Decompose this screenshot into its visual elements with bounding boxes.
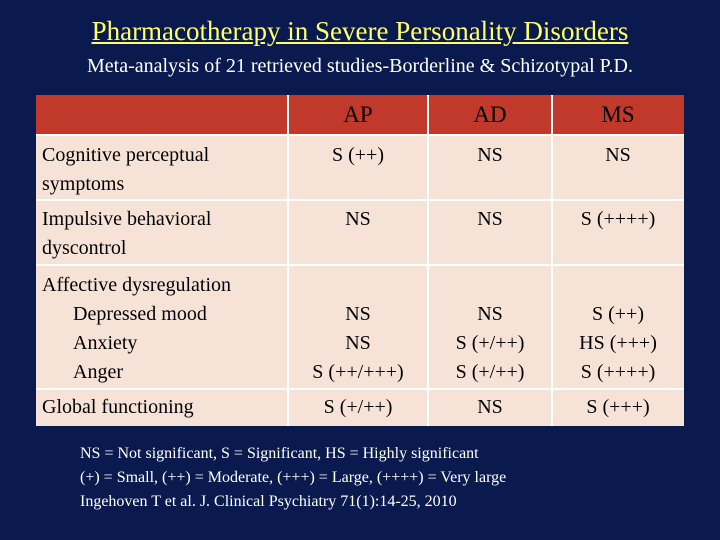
footnotes: [80, 442, 506, 514]
slide-subtitle: Meta-analysis of 21 retrieved studies-Borderline & Schizotypal P.D.: [87, 55, 633, 77]
slide-title: Pharmacotherapy in Severe Personality Disorders: [91, 16, 629, 46]
row-label-depressed-mood: Depressed mood: [73, 303, 207, 325]
cell-anxiety-ms: HS (+++): [579, 332, 657, 354]
row-label-cognitive-line1: Cognitive perceptual: [42, 144, 210, 166]
row-divider: [36, 199, 684, 201]
cell-impulsive-ms: S (++++): [580, 208, 656, 230]
results-table: [36, 95, 684, 426]
row-label-anger: Anger: [73, 361, 123, 383]
cell-anger-ad: S (+/++): [455, 361, 525, 383]
footnote-significance-legend: NS = Not significant, S = Significant, HS = Highly significant: [80, 445, 479, 462]
cell-anxiety-ap: NS: [345, 332, 371, 354]
row-divider: [36, 134, 684, 136]
cell-global-ms: S (+++): [586, 396, 650, 418]
cell-depressed-ap: NS: [345, 303, 371, 325]
cell-impulsive-ad: NS: [477, 208, 503, 230]
footnote-effect-size-legend: (+) = Small, (++) = Moderate, (+++) = Large, (++++) = Very large: [80, 469, 507, 486]
cell-anger-ap: S (++/+++): [312, 361, 404, 383]
cell-cognitive-ms: NS: [605, 144, 631, 166]
footnote-citation: Ingehoven T et al. J. Clinical Psychiatry 71(1):14-25, 2010: [80, 493, 457, 510]
column-header-ap: AP: [343, 102, 373, 127]
row-label-impulsive-line1: Impulsive behavioral: [42, 208, 212, 230]
column-header-ms: MS: [601, 102, 635, 127]
cell-cognitive-ap: S (++): [331, 144, 384, 166]
row-label-global-functioning: Global functioning: [42, 396, 194, 418]
cell-depressed-ad: NS: [477, 303, 503, 325]
column-header-ad: AD: [473, 102, 507, 127]
row-label-anxiety: Anxiety: [73, 332, 138, 354]
cell-global-ap: S (+/++): [323, 396, 393, 418]
row-label-cognitive-line2: symptoms: [42, 173, 125, 195]
row-divider: [36, 388, 684, 390]
cell-impulsive-ap: NS: [345, 208, 371, 230]
cell-depressed-ms: S (++): [591, 303, 644, 325]
cell-global-ad: NS: [477, 396, 503, 418]
cell-anger-ms: S (++++): [580, 361, 656, 383]
row-divider: [36, 264, 684, 266]
row-label-impulsive-line2: dyscontrol: [42, 237, 127, 259]
cell-anxiety-ad: S (+/++): [455, 332, 525, 354]
row-label-affective: Affective dysregulation: [42, 274, 232, 296]
cell-cognitive-ad: NS: [477, 144, 503, 166]
